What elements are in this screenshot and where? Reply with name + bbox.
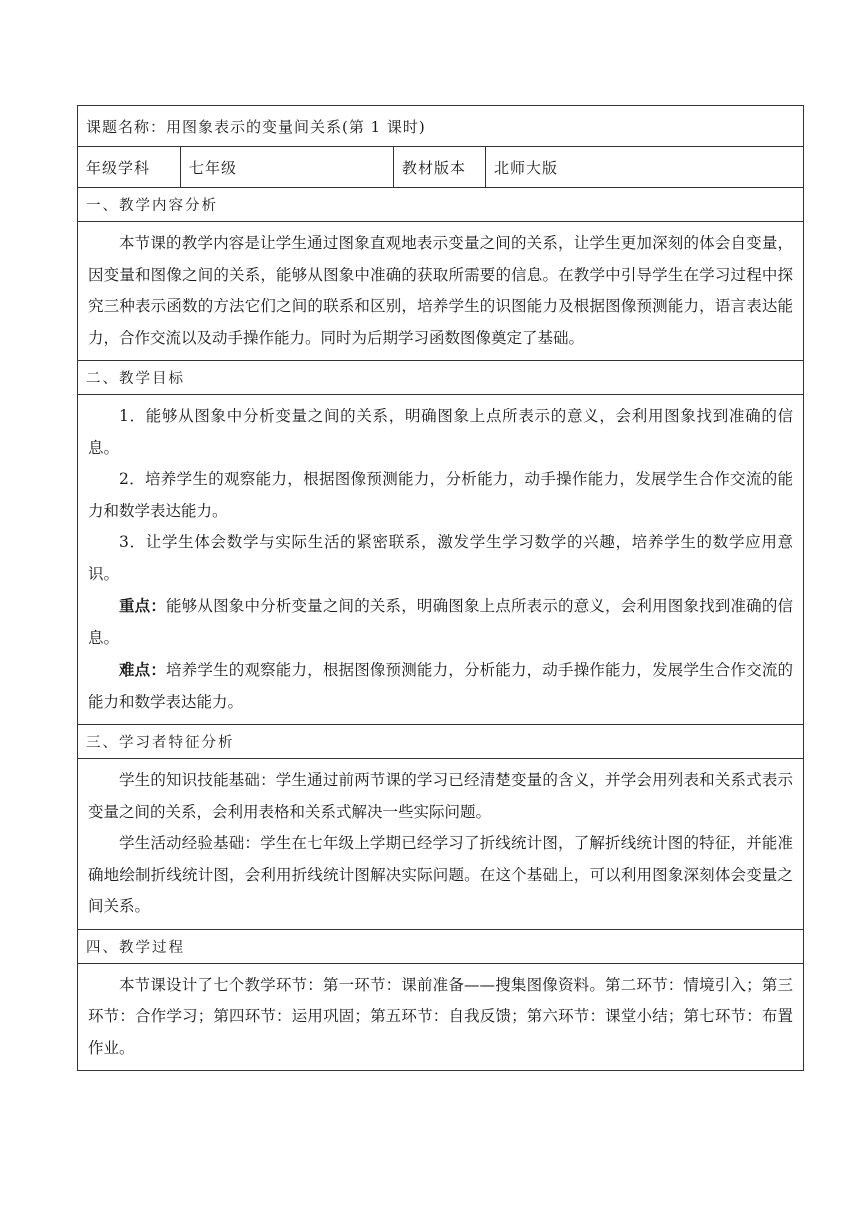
- objective-item: 3．让学生体会数学与实际生活的紧密联系，激发学生学习数学的兴趣，培养学生的数学应用意识。: [88, 533, 794, 583]
- lesson-title: 课题名称：用图象表示的变量间关系(第 1 课时): [78, 106, 804, 147]
- meta-row: [78, 147, 804, 188]
- objective-item: 1．能够从图象中分析变量之间的关系，明确图象上点所表示的意义，会利用图象找到准确的信息。: [88, 407, 794, 457]
- section-heading-row: [78, 929, 804, 963]
- section-body-row: [78, 759, 804, 930]
- difficulty-point: [88, 654, 793, 718]
- section-body-row: [78, 963, 804, 1071]
- edition-label: 教材版本: [394, 147, 486, 188]
- lesson-plan-table: [77, 105, 804, 1071]
- learner-paragraph: 学生的知识技能基础：学生通过前两节课的学习已经清楚变量的含义，并学会用列表和关系式表示变量之间的关系，会利用表格和关系式解决一些实际问题。: [88, 771, 794, 821]
- key-point-label: 重点：: [119, 596, 167, 615]
- section-heading-row: [78, 725, 804, 759]
- section-body-row: [78, 222, 804, 361]
- section-heading-row: [78, 188, 804, 222]
- learner-paragraph: 学生活动经验基础：学生在七年级上学期已经学习了折线统计图，了解折线统计图的特征，并能准确地绘制折线统计图，会利用折线统计图解决实际问题。在这个基础上，可以利用图象深刻体会变量之间关系。: [88, 834, 794, 915]
- grade-value: 七年级: [181, 147, 394, 188]
- learner-analysis-heading: 三、学习者特征分析: [78, 725, 804, 759]
- content-analysis-heading: 一、教学内容分析: [78, 188, 804, 222]
- key-point-text: 能够从图象中分析变量之间的关系，明确图象上点所表示的意义，会利用图象找到准确的信息。: [88, 597, 794, 647]
- content-analysis-paragraph: 本节课的教学内容是让学生通过图象直观地表示变量之间的关系，让学生更加深刻的体会自变量，因变量和图像之间的关系，能够从图象中准确的获取所需要的信息。在教学中引导学生在学习过程中探究三种表示函数的方法它们之间的联系和区别，培养学生的识图能力及根据图像预测能力，语言表达能力，合作交流以及动手操作能力。同时为后期学习函数图像奠定了基础。: [88, 234, 794, 347]
- section-heading-row: [78, 361, 804, 395]
- objectives-body: [78, 395, 804, 725]
- learner-analysis-body: [78, 759, 804, 930]
- section-body-row: [78, 395, 804, 725]
- title-row: [78, 106, 804, 147]
- difficulty-label: 难点：: [119, 660, 167, 679]
- key-point: [88, 590, 793, 654]
- edition-value: 北师大版: [486, 147, 804, 188]
- content-analysis-body: [78, 222, 804, 361]
- process-heading: 四、教学过程: [78, 929, 804, 963]
- difficulty-text: 培养学生的观察能力，根据图像预测能力，分析能力，动手操作能力，发展学生合作交流的能力和数学表达能力。: [88, 661, 794, 711]
- objectives-heading: 二、教学目标: [78, 361, 804, 395]
- objective-item: 2．培养学生的观察能力，根据图像预测能力，分析能力，动手操作能力，发展学生合作交流的能力和数学表达能力。: [88, 470, 794, 520]
- process-paragraph: 本节课设计了七个教学环节：第一环节：课前准备——搜集图像资料。第二环节：情境引入；第三环节：合作学习；第四环节：运用巩固；第五环节：自我反馈；第六环节：课堂小结；第七环节：布置作业。: [88, 975, 794, 1057]
- process-body: [78, 963, 804, 1071]
- grade-label: 年级学科: [78, 147, 181, 188]
